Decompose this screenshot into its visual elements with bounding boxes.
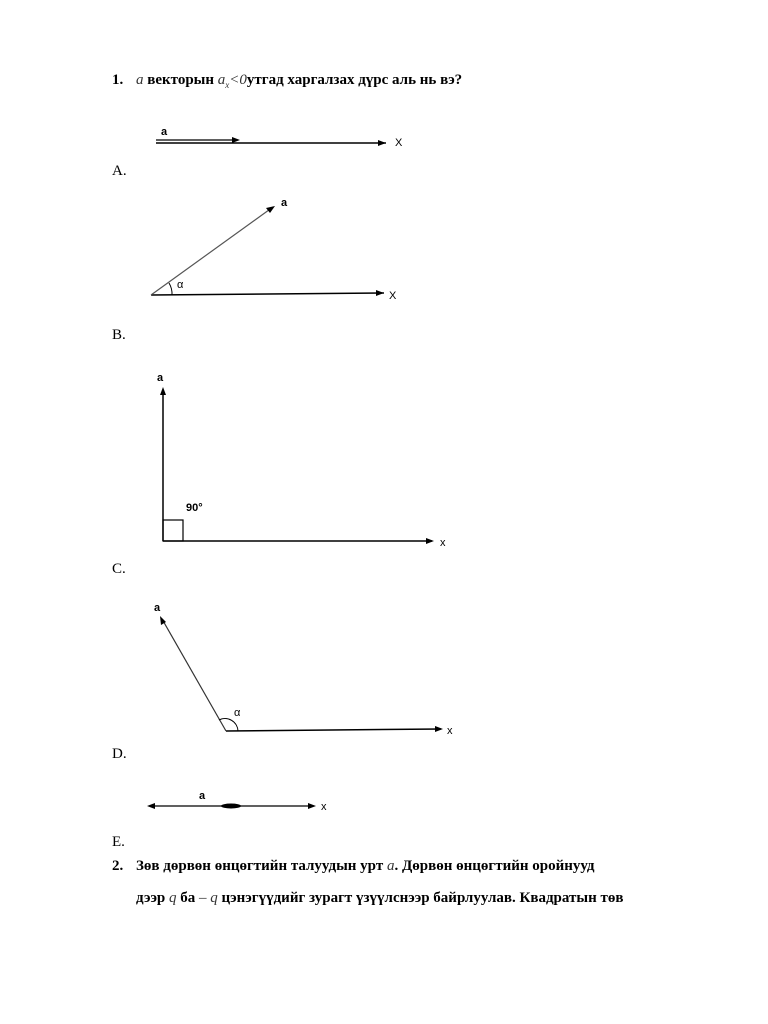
option-e-label: E. [112,834,125,850]
figure-e-vector-label: a [199,790,206,802]
question-2-line-1: Зөв дөрвөн өнцөгтийн талуудын урт a. Дөрвөн өнцөгтийн оройнууд [136,858,595,874]
figure-c-vector-label: a [157,372,164,384]
option-a-label: A. [112,163,127,179]
figure-d-vector-label: a [154,602,161,614]
figure-a-axis-label: X [395,137,403,149]
side-length-symbol: a [386,858,395,874]
question-1-number: 1. [112,72,124,88]
figure-c-axis-label: x [440,537,446,549]
question-1-text-part1: векторын [147,72,215,88]
option-b-label: B. [112,327,126,343]
option-c-label: C. [112,561,126,577]
figure-b-angle-label: α [177,279,184,291]
figure-d-axis-label: x [447,725,453,737]
charge-neg-q-symbol: – q [199,890,218,906]
figure-d-angle-label: α [234,707,241,719]
charge-q-symbol: q [169,890,177,906]
figure-a-vector-label: a [161,126,168,138]
figure-c-angle-label: 90° [186,502,203,514]
figure-e-axis-label: x [321,801,327,813]
question-2-number: 2. [112,858,124,874]
figure-b-vector-label: a [281,197,288,209]
question-1-text-part2: утгад харгалзах дүрс аль нь вэ? [246,72,463,88]
condition-symbol: $a_x<0$ [217,72,247,90]
option-d-label: D. [112,746,127,762]
question-2-line-2: дээр q ба – q цэнэгүүдийг зурагт үзүүлснээр байрлуулав. Квадратын төв [136,890,624,906]
vector-a-symbol: a [136,72,144,88]
figure-b-axis-label: X [389,290,397,302]
